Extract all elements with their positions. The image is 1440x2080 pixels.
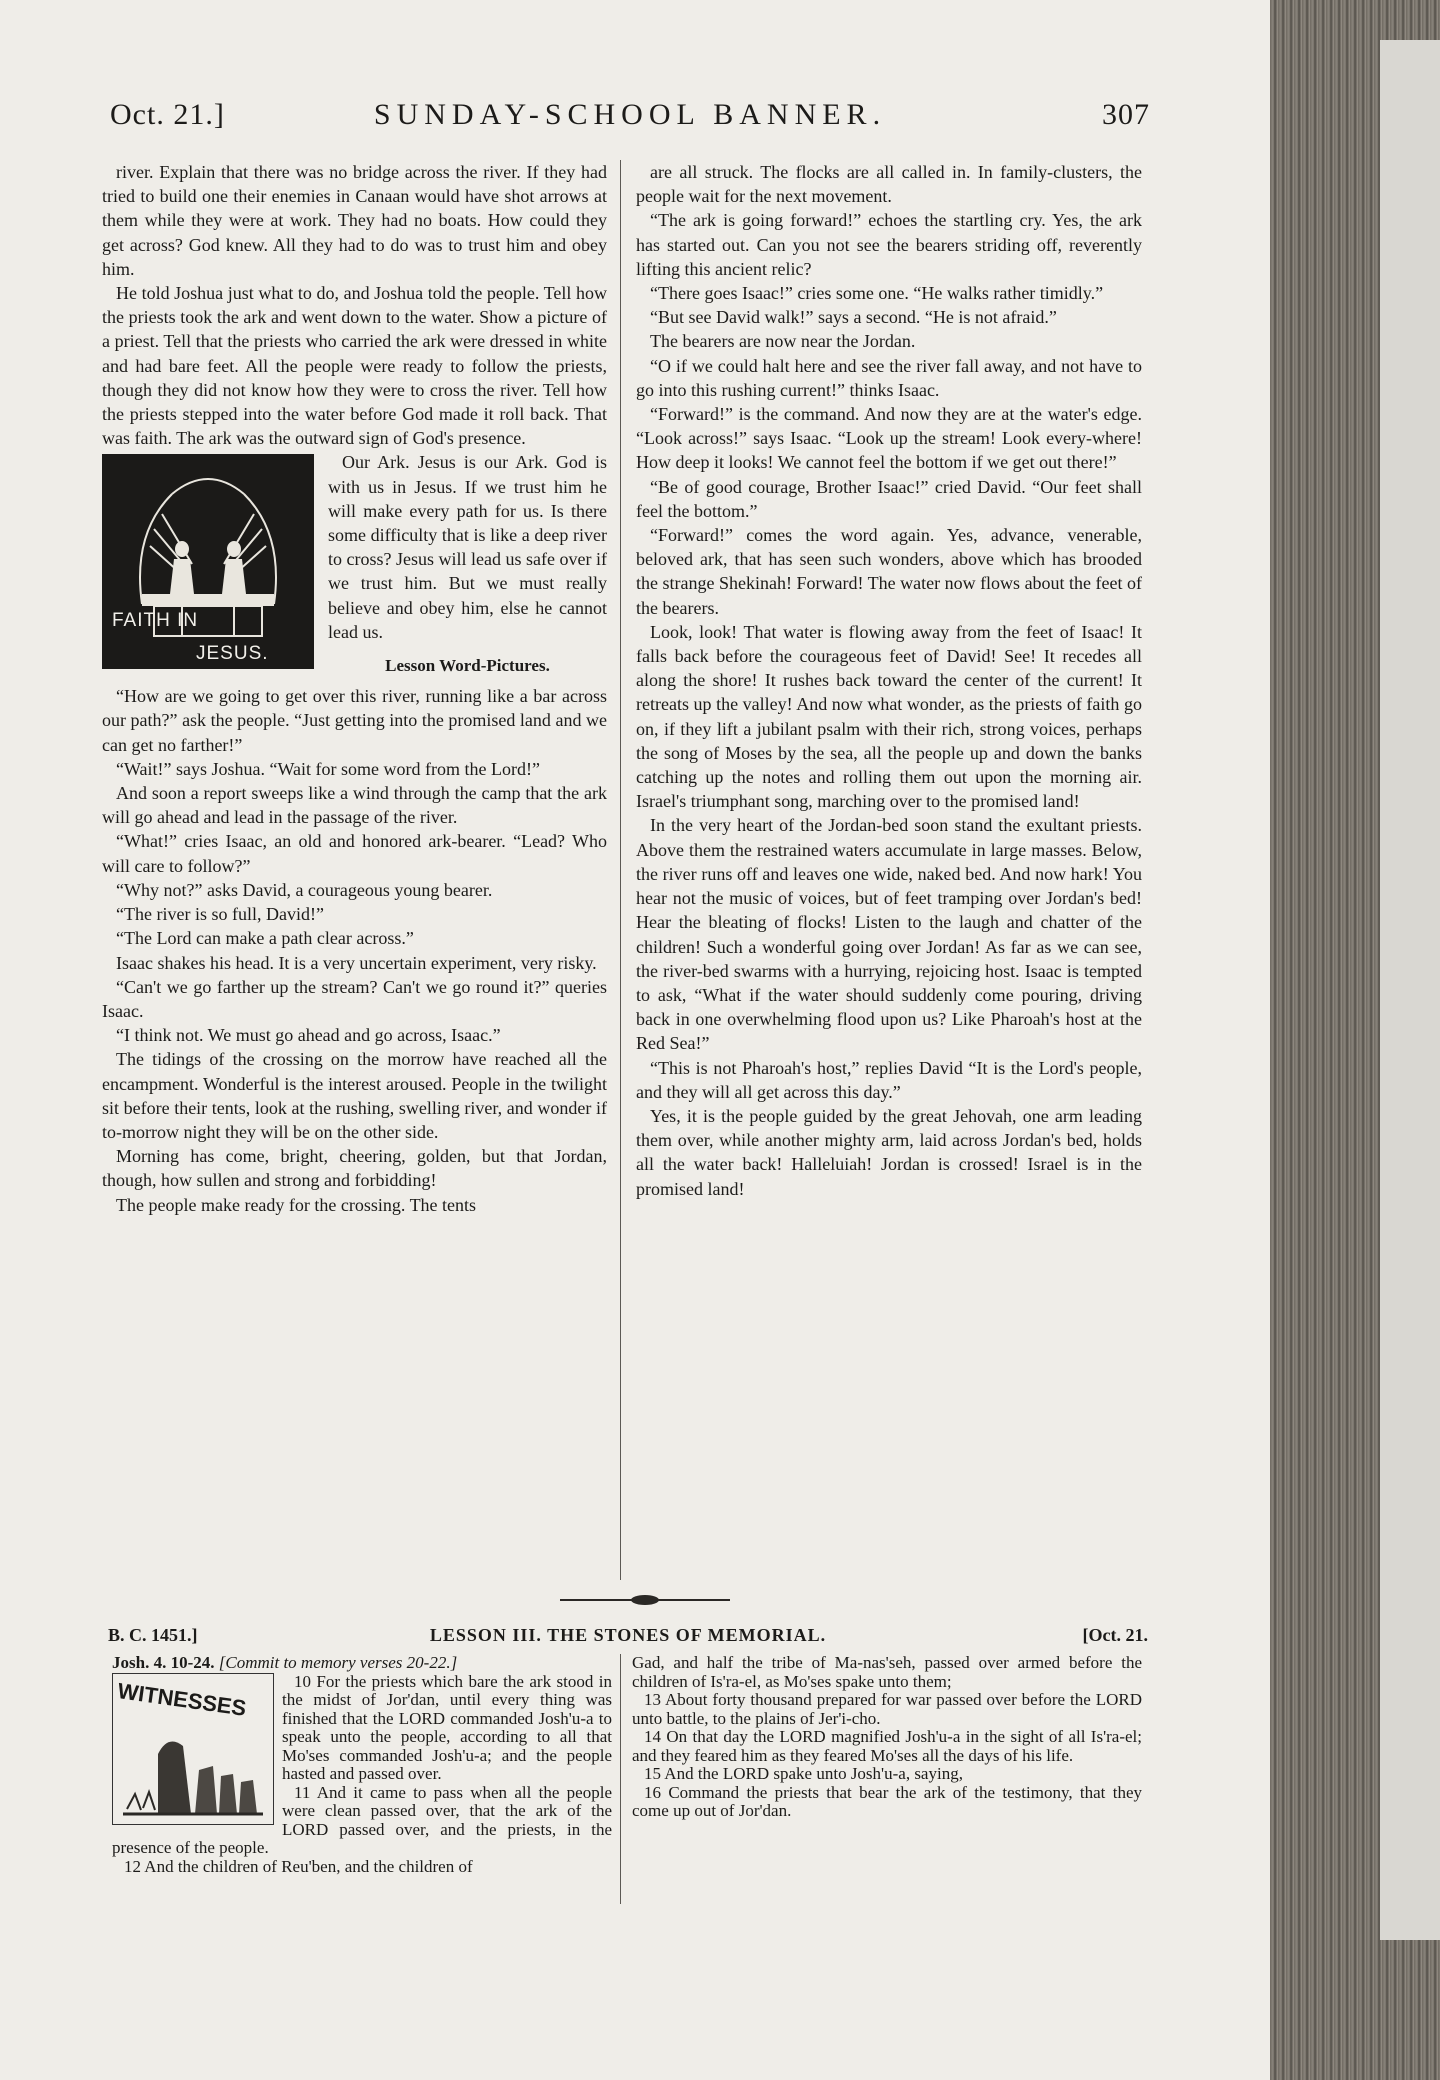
paragraph: In the very heart of the Jordan-bed soon stand the exultant priests. Above them the restrained waters accumulate in large masses. Below, the river runs off and leaves one wide, naked bed. And now hark! You hear not the music of voices, but of feet tramping over Jordan's bed! Hear the bleating of flocks! Listen to the laugh and chatter of the children! Such a wonderful going over Jordan! As far as we can see, the river-bed swarms with a hurrying, rejoicing host. Isaac is tempted to ask, “What if the water should suddenly come pouring, driving back in one overwhelming flood upon us? Like Pharoah's host at the Red Sea!”	[636, 815, 1142, 1054]
page-header	[110, 98, 1150, 144]
lesson-right-column	[632, 1654, 1142, 1821]
ornament-divider-icon	[560, 1593, 730, 1607]
witnesses-label: WITNESSES	[116, 1677, 248, 1721]
paragraph: “But see David walk!” says a second. “He is not afraid.”	[650, 307, 1057, 328]
our-ark-paragraph: Our Ark. Jesus is our Ark. God is with us in Jesus. If we trust him he will make every path for us. Is there some difficulty that is like a deep river to cross? Jesus will lead us safe over if we trust him. But we must really believe and obey him, else he cannot lead us.	[328, 452, 607, 642]
verse: 15 And the LORD spake unto Josh'u-a, saying,	[644, 1764, 963, 1783]
paragraph: The bearers are now near the Jordan.	[650, 331, 916, 352]
header-date: Oct. 21.]	[110, 98, 225, 131]
paragraph: Isaac shakes his head. It is a very uncertain experiment, very risky.	[116, 952, 597, 973]
left-column	[102, 160, 607, 1217]
verse: 12 And the children of Reu'ben, and the children of	[124, 1856, 473, 1876]
paragraph: The people make ready for the crossing. The tents	[116, 1194, 477, 1215]
paragraph: Morning has come, bright, cheering, golden, but that Jordan, though, how sullen and strong and forbidding!	[102, 1146, 607, 1191]
verse: 10 For the priests which bare the ark stood in the midst of Jor'dan, until every thing was finished that the LORD commanded Josh'u-a to speak unto the people, according to all that Mo'ses commanded Josh'u-a; and the people hasted and passed over.	[282, 1671, 612, 1783]
paragraph: “I think not. We must go ahead and go across, Isaac.”	[116, 1025, 501, 1046]
paragraph: are all struck. The flocks are all called in. In family-clusters, the people wait for the next movement.	[636, 162, 1142, 207]
verse: 11 And it came to pass when all the people were clean passed over, that the ark of the LORD passed over, and the priests, in the presence of the people.	[112, 1782, 612, 1857]
paragraph: Yes, it is the people guided by the great Jehovah, one arm leading them over, while another mighty arm, laid across Jordan's bed, holds all the water back! Halleluiah! Jordan is crossed! Israel is in the promised land!	[636, 1105, 1142, 1199]
paragraph: “Wait!” says Joshua. “Wait for some word from the Lord!”	[116, 758, 540, 779]
paragraph: “Can't we go farther up the stream? Can't we go round it?” queries Isaac.	[102, 976, 607, 1021]
lesson-left-column	[112, 1654, 612, 1876]
verse: 16 Command the priests that bear the ark of the testimony, that they come up out of Jor'dan.	[632, 1782, 1142, 1820]
paragraph: And soon a report sweeps like a wind through the camp that the ark will go ahead and lead in the passage of the river.	[102, 783, 607, 828]
publication-title: SUNDAY-SCHOOL BANNER.	[373, 98, 887, 131]
paragraph: “Forward!” comes the word again. Yes, advance, venerable, beloved ark, that has seen such wonders, above which has brooded the strange Shekinah! Forward! The water now flows about the feet of the bearers.	[636, 525, 1143, 618]
paragraph: “Why not?” asks David, a courageous young bearer.	[116, 879, 493, 900]
scripture-reference: Josh. 4. 10-24.	[112, 1653, 215, 1672]
lesson-reference-line	[112, 1654, 612, 1673]
paragraph: Look, look! That water is flowing away from the feet of Isaac! It falls back before the courageous feet of David! See! It recedes all along the shore! It rushes back toward the center of the current! It retreats up the valley! And now what wonder, as the priests of faith go on, if they lift a jubilant psalm with their rich, strong voices, perhaps the song of Moses by the sea, all the people up and down the banks catching up the notes and rolling them out upon the morning air. Israel's triumphant song, marching over to the promised land!	[636, 621, 1142, 812]
paragraph: “Forward!” is the command. And now they are at the water's edge. “Look across!” says Isaac. “Look up the stream! Look every-where! How deep it looks! We cannot feel the bottom if we get out there!”	[636, 404, 1142, 473]
verse: 13 About forty thousand prepared for war passed over before the LORD unto battle, to the plains of Jer'i-cho.	[632, 1690, 1142, 1728]
section-heading: Lesson Word-Pictures.	[385, 656, 550, 676]
page-number: 307	[1102, 98, 1150, 131]
paragraph: He told Joshua just what to do, and Joshua told the people. Tell how the priests took the ark and went down to the water. Show a picture of a priest. Tell that the priests who carried the ark were dressed in white and had bare feet. All the people were ready to follow the priests, though they did not know how they were to cross the river. Tell how the priests stepped into the water before God made it roll back. That was faith. The ark was the outward sign of God's presence.	[102, 283, 607, 449]
paragraph: “O if we could halt here and see the river fall away, and not have to go into this rushing current!” thinks Isaac.	[636, 355, 1142, 400]
paragraph: “There goes Isaac!” cries some one. “He walks rather timidly.”	[650, 283, 1104, 304]
lesson-date: [Oct. 21.	[1082, 1625, 1148, 1645]
column-divider	[620, 160, 621, 1580]
adjacent-page	[1380, 40, 1440, 1940]
paragraph: “The Lord can make a path clear across.”	[116, 928, 414, 949]
emblem-jesus-text: JESUS.	[196, 643, 269, 665]
lesson-title: LESSON III. THE STONES OF MEMORIAL.	[429, 1625, 827, 1645]
lesson-era-date: B. C. 1451.]	[108, 1625, 198, 1645]
paragraph: “Be of good courage, Brother Isaac!” cried David. “Our feet shall feel the bottom.”	[636, 476, 1142, 521]
lesson-column-divider	[620, 1654, 621, 1904]
verse: Gad, and half the tribe of Ma-nas'seh, passed over armed before the children of Is'ra-el, as Mo'ses spake unto them;	[632, 1653, 1142, 1691]
paragraph: The tidings of the crossing on the morrow have reached all the encampment. Wonderful is the interest aroused. People in the twilight sit before their tents, look at the rushing, swelling river, and wonder if to-morrow night they will be on the other side.	[102, 1049, 607, 1142]
paragraph: “How are we going to get over this river, running like a bar across our path?” ask the people. “Just getting into the promised land and we can get no farther!”	[102, 686, 607, 755]
right-column	[636, 160, 1142, 1201]
memory-verses: [Commit to memory verses 20-22.]	[218, 1653, 458, 1672]
paragraph: “This is not Pharoah's host,” replies David “It is the Lord's people, and they will all get across this day.”	[636, 1057, 1142, 1102]
paragraph: “The ark is going forward!” echoes the startling cry. Yes, the ark has started out. Can you not see the bearers striding off, reverently lifting this ancient relic?	[636, 210, 1142, 279]
witnesses-illustration	[112, 1673, 274, 1825]
lesson-heading	[108, 1625, 1148, 1655]
verse: 14 On that day the LORD magnified Josh'u-a in the sight of all Is'ra-el; and they feared him as they feared Mo'ses all the days of his life.	[632, 1727, 1142, 1765]
paragraph: “What!” cries Isaac, an old and honored ark-bearer. “Lead? Who will care to follow?”	[102, 831, 607, 876]
paragraph: “The river is so full, David!”	[116, 904, 324, 925]
emblem-faith-text: FAITH IN	[112, 610, 199, 632]
paragraph: river. Explain that there was no bridge across the river. If they had tried to build one their enemies in Canaan would have shot arrows at them while they were at work. They had no boats. How could they get across? God knew. All they had to do was to trust him and obey him.	[102, 162, 607, 279]
faith-in-jesus-illustration	[102, 454, 314, 669]
ark-illustration-icon	[102, 454, 314, 669]
